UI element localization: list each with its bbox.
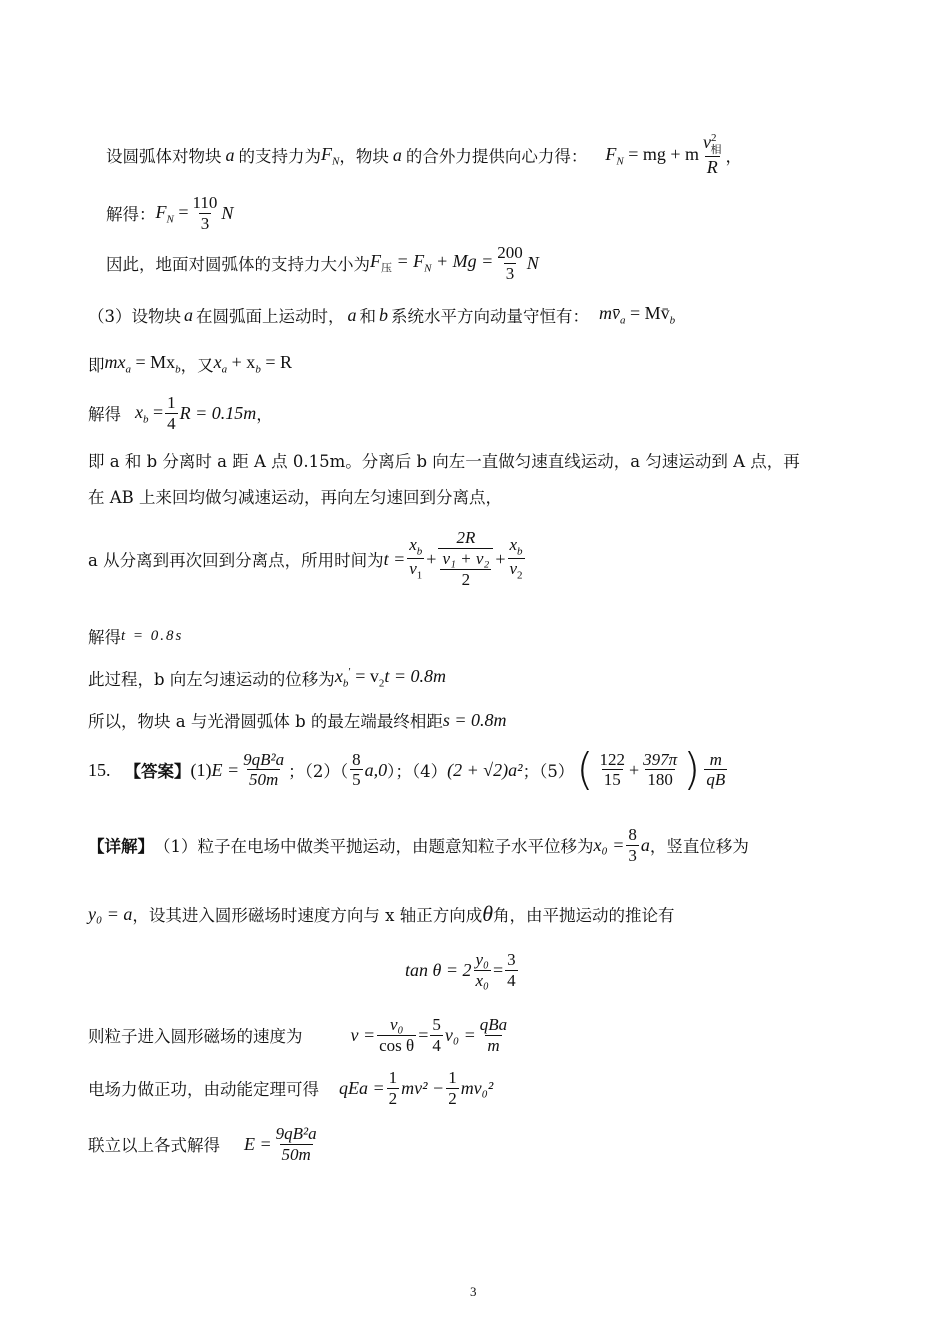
final-result-e: 联立以上各式解得 E = $\frac{\text{9qB²a}}{50m}$ [88, 1124, 317, 1164]
final-distance: 所以，物块 a 与光滑圆弧体 b 的最左端最终相距 s = 0.8m [88, 709, 507, 731]
centripetal-equation: $F_N$ = mg + m [605, 143, 699, 168]
work-energy-theorem: 电场力做正功，由动能定理可得 qEa = $\frac{1}{2}$ mv² − $\frac{1}{2}$ mv₀² [88, 1068, 494, 1108]
vertical-displacement: y₀ = a ，设其进入圆形磁场时速度方向与 x 轴正方向成 θ 角，由平抛运动的推论有 [88, 901, 675, 926]
momentum-conservation: （3）设物块 a 在圆弧面上运动时， a 和 b 系统水平方向动量守恒有： $mv̄_a$ = $Mv̄_b$ [88, 303, 676, 327]
entry-velocity: 则粒子进入圆形磁场的速度为 v = $\frac{\text{v₀}}{\text{cos θ}}$ = $\frac{5}{4}$ v₀ = $\frac{\text{qBa}}{m}$ [88, 1015, 508, 1055]
detail-part1: 【详解】 （1）粒子在电场中做类平抛运动，由题意知粒子水平位移为 x₀ = $\frac{8}{3}$ a ，竖直位移为 [88, 825, 749, 865]
result-normal-force: 解得： $F_N$ = $\frac{110}{3}$ N [106, 193, 234, 233]
result-time: 解得 t = 0.8s [88, 627, 184, 647]
ground-support-force: 因此，地面对圆弧体的支持力大小为 $F_压 = F_N + Mg$ = $\frac{200}{3}$ N [106, 243, 539, 283]
paragraph-support-force: 设圆弧体对物块 a 的支持力为 $F_N$ ，物块 a 的合外力提供向心力得： $F_N$ = mg + m $\frac{v^2_相}{R}$ ， [106, 132, 742, 178]
tan-theta-equation: tan θ = 2 $\frac{\text{y₀}}{\text{x₀}}$ = $\frac{3}{4}$ [405, 950, 516, 990]
result-xb: 解得 $x_b$ = $\frac{1}{4}$ R = 0.15m ， [88, 393, 273, 433]
displacement-relation: 即 $mx_a = Mx_b$ ，又 $x_a + x_b = R$ [88, 352, 292, 376]
page-number: 3 [470, 1284, 477, 1299]
paragraph-motion: 在 AB 上来回均做匀减速运动，再向左匀速回到分离点， [88, 488, 503, 507]
answer-15: 15. 【答案】 (1) E = $\frac{\text{9qB²a}}{50m}$ ；（2）（ $\frac{8}{5}$ a,0 ）；（4） (2 + √2)a² ；（5） ( $\frac{122}{15}$ + $\frac{397\pi}{180}$ ) $\frac{m}{qB}$ [88, 744, 726, 795]
paragraph-separation: 即 a 和 b 分离时 a 距 A 点 0.15m。分离后 b 向左一直做匀速直线运动，a 匀速运动到 A 点，再 [88, 452, 800, 471]
time-equation: a 从分离到再次回到分离点，所用时间为 t = $\frac{x_b}{v_1}$ + 2R v₁ + v₂ 2 + $\frac{x_b}{v_2}$ [88, 528, 523, 589]
displacement-b: 此过程，b 向左匀速运动的位移为 $x_b' = v_2t = 0.8m$ [88, 666, 447, 690]
velocity-fraction: $\frac{v^2_相}{R}$ [703, 132, 722, 178]
